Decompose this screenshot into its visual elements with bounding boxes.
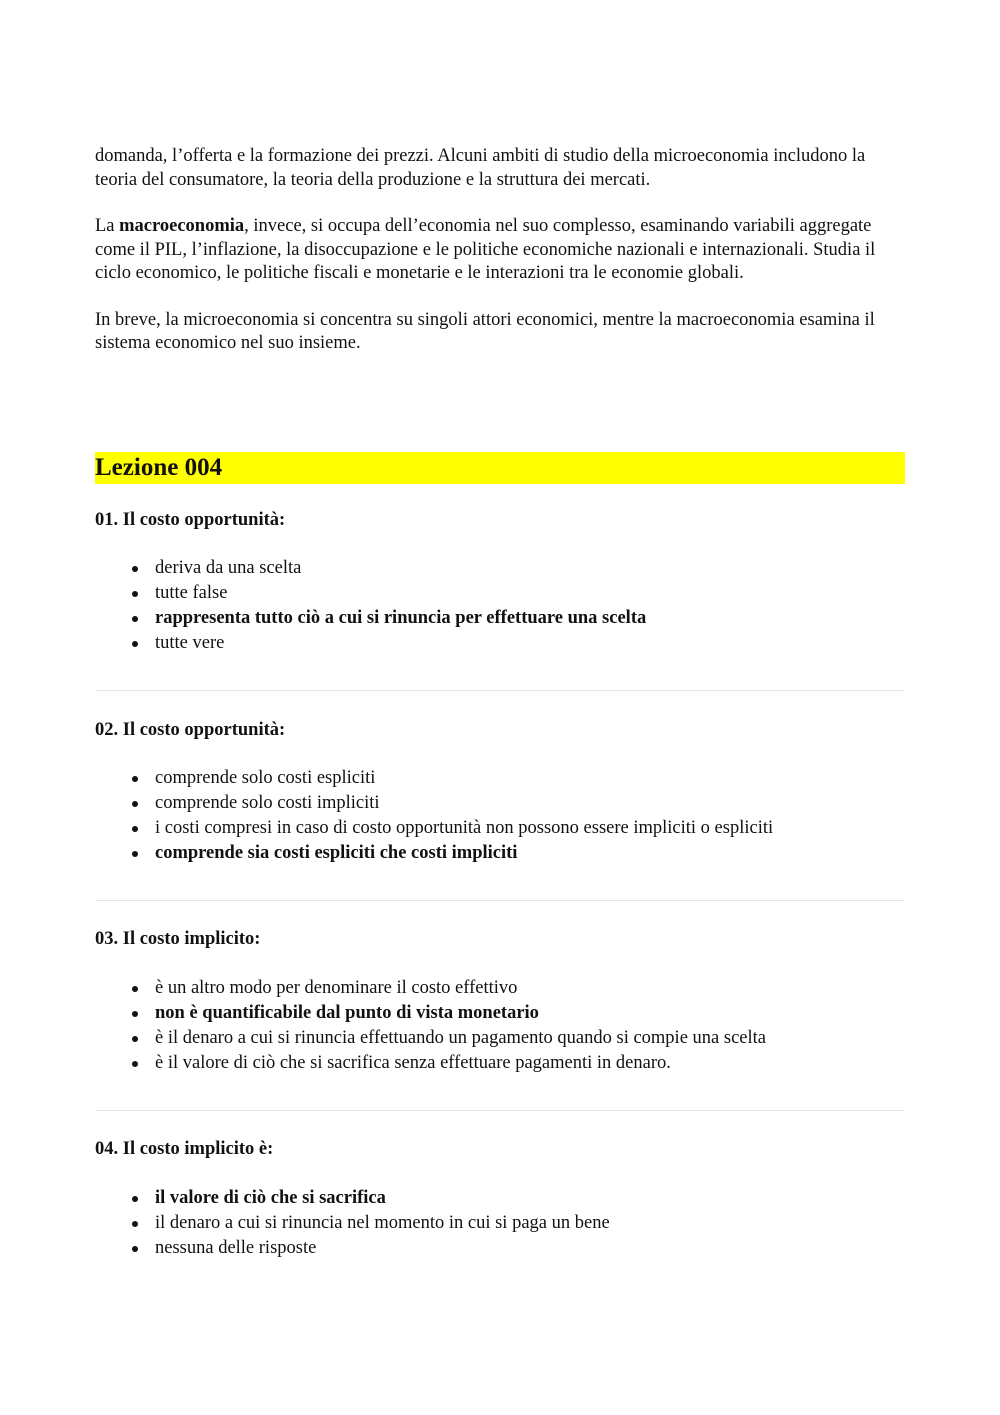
question-block — [95, 927, 905, 1111]
answer-options — [95, 1186, 905, 1261]
answer-option: comprende solo costi espliciti — [95, 766, 905, 791]
answer-option: tutte false — [95, 581, 905, 606]
question-block — [95, 1137, 905, 1261]
document-page — [95, 145, 905, 1261]
question-title: 04. Il costo implicito è: — [95, 1138, 274, 1159]
question-divider — [95, 900, 905, 901]
answer-options — [95, 766, 905, 866]
answer-option: è un altro modo per denominare il costo effettivo — [95, 976, 905, 1001]
paragraph-summary: In breve, la microeconomia si concentra su singoli attori economici, mentre la macroeconomia esamina il sistema economico nel suo insieme. — [95, 309, 875, 353]
term-macroeconomia: macroeconomia — [119, 216, 245, 236]
answer-option: tutte vere — [95, 631, 905, 656]
answer-options — [95, 976, 905, 1076]
paragraph-body: , invece, si occupa dell’economia nel suo complesso, esaminando variabili aggregate come il PIL, l’inflazione, la disoccupazione e le politiche economiche nazionali e internazionali. Studia il ciclo economico, le politiche fiscali e monetarie e le interazioni tra le economie globali. — [95, 216, 876, 283]
paragraph-macroeconomia — [95, 215, 905, 286]
answer-option: è il denaro a cui si rinuncia effettuando un pagamento quando si compie una scelta — [95, 1026, 905, 1051]
answer-option: comprende solo costi impliciti — [95, 791, 905, 816]
answer-option: i costi compresi in caso di costo opportunità non possono essere impliciti o espliciti — [95, 816, 905, 841]
answer-option: è il valore di ciò che si sacrifica senza effettuare pagamenti in denaro. — [95, 1051, 905, 1076]
answer-option: il denaro a cui si rinuncia nel momento in cui si paga un bene — [95, 1211, 905, 1236]
paragraph-microeconomia: domanda, l’offerta e la formazione dei prezzi. Alcuni ambiti di studio della microeconomia includono la teoria del consumatore, la teoria della produzione e la struttura dei mercati. — [95, 146, 866, 190]
question-list — [95, 508, 905, 1261]
question-block — [95, 508, 905, 691]
question-divider — [95, 690, 905, 691]
answer-option-correct: il valore di ciò che si sacrifica — [95, 1186, 905, 1211]
answer-option-correct: non è quantificabile dal punto di vista monetario — [95, 1001, 905, 1026]
answer-option-correct: comprende sia costi espliciti che costi impliciti — [95, 841, 905, 866]
question-title: 02. Il costo opportunità: — [95, 719, 286, 740]
paragraph-prefix: La — [95, 216, 120, 236]
answer-option: nessuna delle risposte — [95, 1236, 905, 1261]
question-divider — [95, 1110, 905, 1111]
question-title: 01. Il costo opportunità: — [95, 509, 286, 530]
answer-option-correct: rappresenta tutto ciò a cui si rinuncia per effettuare una scelta — [95, 606, 905, 631]
answer-options — [95, 556, 905, 656]
question-title: 03. Il costo implicito: — [95, 928, 261, 949]
answer-option: deriva da una scelta — [95, 556, 905, 581]
question-block — [95, 718, 905, 901]
lesson-heading: Lezione 004 — [95, 452, 905, 484]
